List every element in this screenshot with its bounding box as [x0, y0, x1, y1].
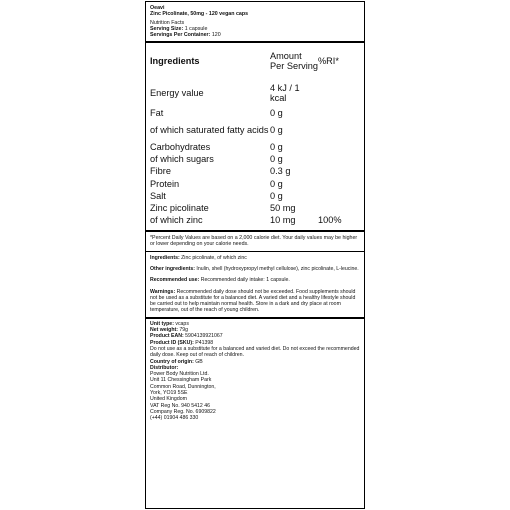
table-row [150, 202, 360, 214]
table-row [150, 141, 360, 153]
ingredients-text: Zinc picolinate, of which zinc [179, 254, 247, 261]
nutrient-name: Fibre [150, 166, 171, 177]
distributor-line: Unit 11 Chessingham Park [150, 377, 212, 384]
table-row [150, 120, 360, 141]
ean-value: 5904139921067 [183, 333, 223, 340]
distributor-line: (+44) 01904 486 330 [150, 415, 199, 422]
servings-label: Servings Per Container: [150, 32, 211, 39]
sku-value: P41398 [193, 339, 214, 346]
brand-name: Oeavi [150, 5, 165, 11]
ingredients-label: Ingredients: [150, 254, 180, 261]
table-row [150, 165, 360, 177]
nutrient-amount: 0 g [270, 125, 283, 136]
nutrient-name: Protein [150, 178, 180, 189]
nutrient-ri [318, 202, 360, 214]
nutrient-name: Salt [150, 190, 166, 201]
divider [146, 251, 364, 252]
supplement-facts-label [145, 1, 365, 509]
nutrient-amount: 0 g [270, 141, 283, 152]
table-row [150, 178, 360, 190]
product-name: Zinc Picolinate, 50mg - 120 vegan caps [150, 11, 249, 18]
recommended-use-label: Recommended use: [150, 277, 200, 284]
servings-per-container [150, 32, 360, 38]
table-row [150, 190, 360, 202]
nutrient-amount: 0 g [270, 190, 283, 201]
nutrient-ri [318, 141, 360, 153]
table-header-row [150, 43, 360, 79]
nutrition-facts-heading: Nutrition Facts [150, 19, 185, 26]
distributor-line: Power Body Nutrition Ltd. [150, 371, 209, 378]
nutrient-ri [318, 79, 360, 107]
distributor-line: VAT Reg No. 940 5412 46 [150, 402, 210, 409]
nutrient-ri [318, 178, 360, 190]
nutrient-ri: 100% [318, 215, 342, 226]
table-row [150, 79, 360, 107]
header-ingredients: Ingredients [150, 56, 200, 67]
warnings-label: Warnings: [150, 288, 176, 295]
divider [146, 317, 364, 319]
unit-type-label: Unit type: [150, 320, 174, 327]
daily-values-footnote: *Percent Daily Values are based on a 2,000 calorie diet. Your daily values may be higher or lower depending on your calorie needs. [150, 234, 358, 248]
unit-type-value: vcaps [173, 320, 189, 327]
warnings-text: Recommended daily dose should not be exceeded. Food supplements should not be used as a substitute for a balanced diet. A varied diet and a healthy lifestyle should be carried out to help maintain normal health. Store in a dark and dry place at room temperature, out of the reach of young children. [150, 288, 356, 314]
nutrient-name: of which saturated fatty acids [150, 125, 269, 136]
nutrient-ri [318, 190, 360, 202]
nutrient-name: Energy value [150, 88, 204, 99]
nutrient-name: Carbohydrates [150, 141, 211, 152]
header-ri: %RI* [318, 56, 339, 67]
serving-size-value: 1 capsule [184, 25, 208, 32]
divider [146, 230, 364, 232]
servings-value: 120 [211, 32, 221, 39]
serving-size-label: Serving Size: [150, 25, 184, 32]
other-ingredients-text: Inulin, shell (hydroxypropyl methyl cellulose), zinc picolinate, L-leucine. [194, 265, 359, 272]
usage-notice: Do not use as a substitute for a balanced and varied diet. Do not exceed the recommended daily dose. Keep out of reach of children. [150, 345, 360, 359]
origin-label: Country of origin: [150, 358, 194, 365]
net-weight-value: 79g [177, 327, 189, 334]
header-amount: Amount Per Serving [270, 50, 319, 72]
nutrient-ri [318, 120, 360, 141]
nutrition-table [150, 43, 360, 226]
origin-value: GB [193, 358, 203, 365]
nutrient-name: Fat [150, 108, 164, 119]
nutrient-name: Zinc picolinate [150, 203, 209, 214]
table-row [150, 153, 360, 165]
distributor-line: Common Road, Dunnington, [150, 383, 216, 390]
distributor-label: Distributor: [150, 364, 179, 371]
net-weight-label: Net weight: [150, 327, 178, 334]
distributor-line: Company Reg. No. 6909822 [150, 408, 216, 415]
distributor-line: United Kingdom [150, 396, 187, 403]
nutrient-ri [318, 107, 360, 119]
nutrient-amount: 0 g [270, 108, 283, 119]
distributor-line: York, YO19 5SE [150, 390, 188, 397]
nutrient-amount: 0 g [270, 178, 283, 189]
nutrient-name: of which zinc [150, 215, 203, 226]
nutrient-ri [318, 165, 360, 177]
other-ingredients-label: Other ingredients: [150, 265, 195, 272]
nutrient-ri [318, 153, 360, 165]
nutrient-amount: 10 mg [270, 215, 296, 226]
nutrient-amount: 0 g [270, 153, 283, 164]
table-row [150, 215, 360, 227]
sku-label: Product ID (SKU): [150, 339, 194, 346]
nutrient-amount: 0.3 g [270, 166, 291, 177]
other-ingredients-section [150, 266, 360, 272]
warnings-section [150, 289, 360, 314]
product-details [150, 321, 360, 422]
nutrient-amount: 4 kJ / 1 kcal [270, 82, 300, 104]
recommended-use-text: Recommended daily intake: 1 capsule. [199, 277, 290, 284]
nutrient-name: of which sugars [150, 153, 214, 164]
table-row [150, 107, 360, 119]
label-header [150, 5, 360, 38]
ean-label: Product EAN: [150, 333, 184, 340]
nutrient-amount: 50 mg [270, 203, 296, 214]
